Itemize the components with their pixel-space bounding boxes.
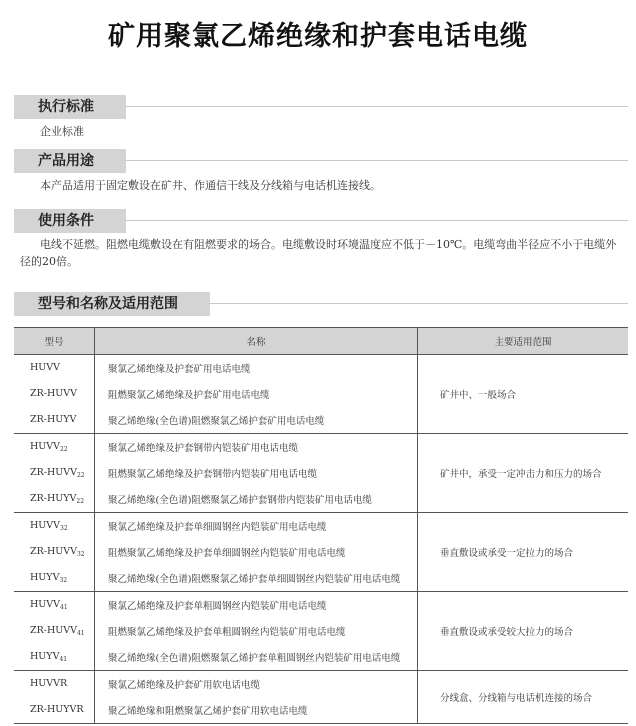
model-code: HUVV [30,599,61,610]
model-cell [14,486,95,513]
model-code: ZR-HUVV [30,546,77,557]
name-cell: 聚乙烯绝缘(全色谱)阻燃聚氯乙烯护套单粗圆钢丝内铠装矿用电话电缆 [95,644,418,671]
model-code: HUYV [30,651,60,662]
table-row [14,671,628,698]
usage-text: 本产品适用于固定敷设在矿井、作通信干线及分线箱与电话机连接线。 [40,179,381,192]
section-heading-conditions: 使用条件 [14,209,126,233]
model-code: HUVV [30,362,61,373]
section-rule [126,160,628,161]
model-cell [14,592,95,619]
model-code: ZR-HUVV [30,625,77,636]
model-code: ZR-HUVV [30,467,77,478]
model-cell [14,618,95,644]
application-cell: 矿井中、一般场合 [418,355,629,434]
application-cell: 矿井中，承受一定冲击力和压力的场合 [418,434,629,513]
model-subscript: 32 [60,525,68,532]
model-code: ZR-HUYVR [30,704,84,715]
table-row [14,592,628,619]
model-table [14,327,628,724]
model-subscript: 41 [59,656,68,663]
model-code: HUYV [30,572,60,583]
model-cell [14,671,95,698]
column-header-model: 型号 [14,328,95,355]
model-cell [14,539,95,565]
section-rule [210,303,628,304]
model-cell [14,407,95,434]
model-code: ZR-HUYV [30,493,77,504]
model-cell [14,381,95,407]
model-cell [14,697,95,724]
name-cell: 聚乙烯绝缘(全色谱)阻燃聚氯乙烯护套单细圆钢丝内铠装矿用电话电缆 [95,565,418,592]
name-cell: 聚乙烯绝缘(全色谱)阻燃聚氯乙烯护套钢带内铠装矿用电话电缆 [95,486,418,513]
section-heading-standard: 执行标准 [14,95,126,119]
model-subscript: 22 [76,472,85,479]
name-cell: 聚氯乙烯绝缘及护套矿用软电话电缆 [95,671,418,698]
model-cell [14,460,95,486]
model-code: ZR-HUYV [30,414,77,425]
conditions-text: 电线不延燃。阻燃电缆敷设在有阻燃要求的场合。电缆敷设时环境温度应不低于－10℃。电缆弯曲半径应不小于电缆外径的20倍。 [20,238,617,268]
name-cell: 聚氯乙烯绝缘及护套钢带内铠装矿用电话电缆 [95,434,418,461]
table-row [14,355,628,382]
model-cell [14,355,95,382]
column-header-application: 主要适用范围 [418,328,629,355]
model-code: HUVVR [30,678,68,689]
application-cell: 垂直敷设或承受一定拉力的场合 [418,513,629,592]
name-cell: 聚乙烯绝缘和阻燃聚氯乙烯护套矿用软电话电缆 [95,697,418,724]
application-cell: 垂直敷设或承受较大拉力的场合 [418,592,629,671]
model-subscript: 22 [76,498,85,505]
model-subscript: 22 [60,446,68,453]
name-cell: 阻燃聚氯乙烯绝缘及护套单粗圆钢丝内铠装矿用电话电缆 [95,618,418,644]
name-cell: 聚氯乙烯绝缘及护套矿用电话电缆 [95,355,418,382]
model-subscript: 32 [76,551,85,558]
section-heading-models: 型号和名称及适用范围 [14,292,210,316]
application-cell: 分线盒、分线箱与电话机连接的场合 [418,671,629,724]
column-header-name: 名称 [95,328,418,355]
model-cell [14,513,95,540]
section-rule [126,106,628,107]
model-code: HUVV [30,520,61,531]
model-code: HUVV [30,441,61,452]
table-header-row [14,328,628,355]
page-title: 矿用聚氯乙烯绝缘和护套电话电缆 [108,21,528,52]
table-body [14,355,628,724]
name-cell: 聚氯乙烯绝缘及护套单细圆钢丝内铠装矿用电话电缆 [95,513,418,540]
table-row [14,513,628,540]
model-code: ZR-HUVV [30,388,77,399]
model-cell [14,644,95,671]
section-rule [126,220,628,221]
section-heading-usage: 产品用途 [14,149,126,173]
table-row [14,434,628,461]
model-subscript: 41 [76,630,85,637]
name-cell: 阻燃聚氯乙烯绝缘及护套钢带内铠装矿用电话电缆 [95,460,418,486]
name-cell: 阻燃聚氯乙烯绝缘及护套矿用电话电缆 [95,381,418,407]
model-subscript: 32 [59,577,68,584]
model-subscript: 41 [60,604,68,611]
name-cell: 阻燃聚氯乙烯绝缘及护套单细圆钢丝内铠装矿用电话电缆 [95,539,418,565]
model-cell [14,565,95,592]
model-cell [14,434,95,461]
name-cell: 聚乙烯绝缘(全色谱)阻燃聚氯乙烯护套矿用电话电缆 [95,407,418,434]
standard-text: 企业标准 [40,125,84,138]
name-cell: 聚氯乙烯绝缘及护套单粗圆钢丝内铠装矿用电话电缆 [95,592,418,619]
